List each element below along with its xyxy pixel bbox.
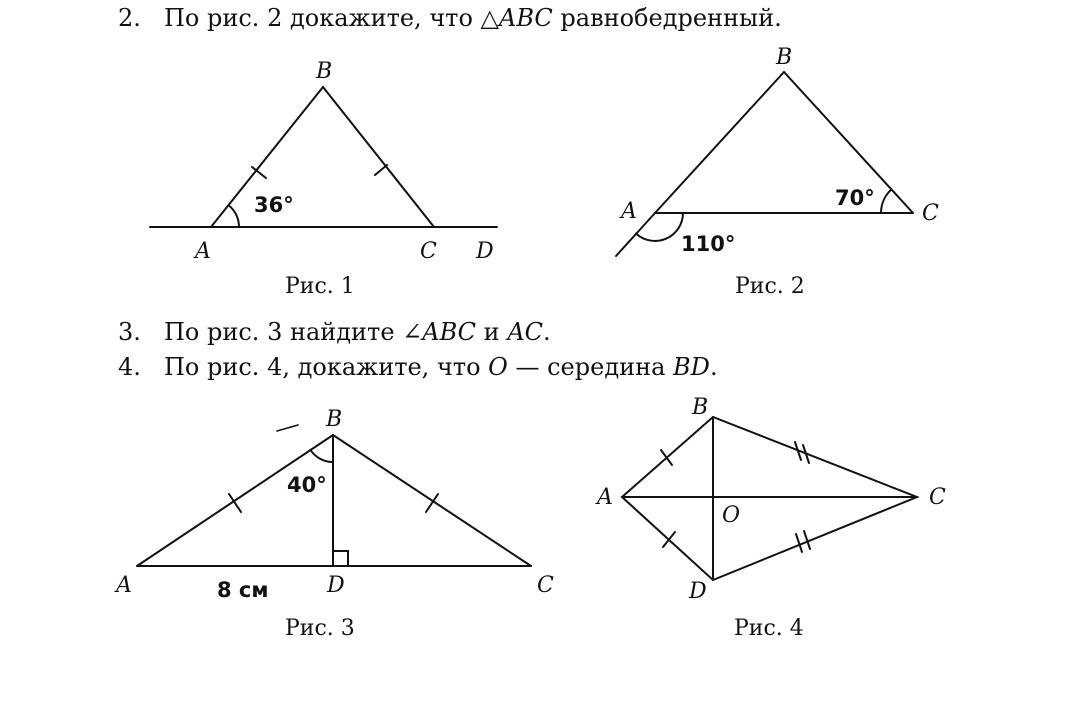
figure-4 xyxy=(622,417,917,580)
task-text-mid: — середина xyxy=(507,353,674,381)
point-label-b: B xyxy=(692,395,709,420)
double-tick-dc-1 xyxy=(796,534,802,552)
task-text-end: . xyxy=(709,353,718,381)
task-text: По рис. 4, докажите, что xyxy=(164,353,489,381)
point-label-d: D xyxy=(476,239,494,264)
figure-caption: Рис. 4 xyxy=(734,616,804,641)
point-label-a: A xyxy=(116,573,132,598)
angle-name: ∠ABC xyxy=(402,318,477,346)
point-label-c: C xyxy=(420,239,437,264)
point-label-a: A xyxy=(597,485,613,510)
task-text-end: равнобедренный. xyxy=(552,4,782,32)
task-text: По рис. 3 найдите xyxy=(164,318,403,346)
segment-name: BD xyxy=(673,353,710,381)
angle-label-exterior: 110° xyxy=(681,232,736,256)
point-label-d: D xyxy=(689,579,707,604)
point-label-b: B xyxy=(316,59,333,84)
figure-3 xyxy=(137,425,531,566)
angle-label: 36° xyxy=(254,193,294,217)
task-number: 3. xyxy=(118,318,141,346)
side-bc xyxy=(333,435,531,566)
task-number: 2. xyxy=(118,4,141,32)
side-bc xyxy=(323,87,434,227)
figure-2 xyxy=(616,72,913,256)
task-text-end: . xyxy=(543,318,551,346)
side-ab xyxy=(137,435,333,566)
point-label-c: C xyxy=(537,573,554,598)
point-label-a: A xyxy=(195,239,211,264)
point-label-o: O xyxy=(722,503,741,528)
segment-name: AC xyxy=(507,318,544,346)
angle-label: 40° xyxy=(287,473,327,497)
point-name: O xyxy=(488,353,508,381)
triangle-name: ABC xyxy=(499,4,553,32)
point-label-a: A xyxy=(621,199,637,224)
figure-caption: Рис. 2 xyxy=(735,274,805,299)
angle-arc-b xyxy=(311,450,334,462)
task-text-and: и xyxy=(476,318,508,346)
tick-mark-ab xyxy=(661,450,672,465)
angle-arc-c xyxy=(881,189,891,213)
task-text: По рис. 2 докажите, что xyxy=(164,4,481,32)
point-label-b: B xyxy=(326,407,343,432)
angle-arc-a xyxy=(229,205,240,227)
point-label-b: B xyxy=(776,45,793,70)
pen-mark xyxy=(277,425,298,431)
right-angle-mark xyxy=(333,551,348,566)
side-ab xyxy=(655,72,784,213)
point-label-d: D xyxy=(327,573,345,598)
task-number: 4. xyxy=(118,353,141,381)
figure-1 xyxy=(150,87,497,227)
point-label-c: C xyxy=(922,201,939,226)
length-label: 8 см xyxy=(217,578,269,602)
angle-label-c: 70° xyxy=(835,186,875,210)
figure-caption: Рис. 1 xyxy=(285,274,355,299)
tick-mark-bc xyxy=(375,165,387,175)
quadrilateral-abcd xyxy=(622,417,917,580)
point-label-c: C xyxy=(929,485,946,510)
figure-caption: Рис. 3 xyxy=(285,616,355,641)
triangle-symbol: △ xyxy=(480,4,500,32)
